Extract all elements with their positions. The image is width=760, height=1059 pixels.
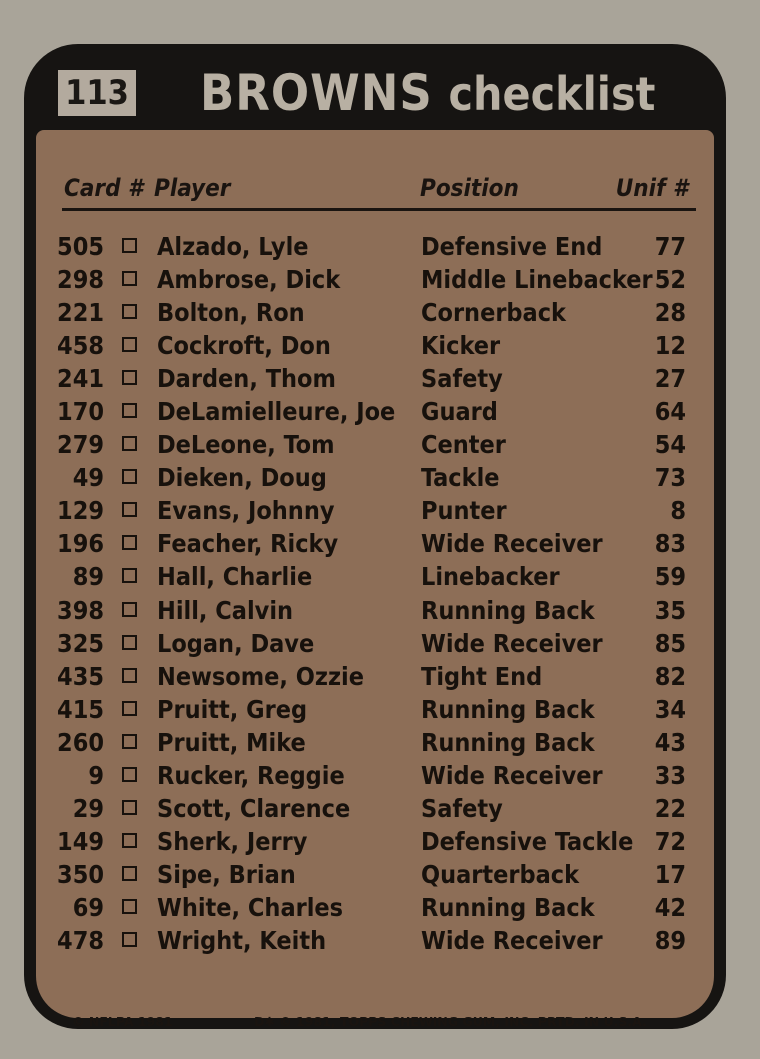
uniform-number-cell: 22: [654, 793, 686, 823]
uniform-number-cell: 82: [654, 661, 686, 691]
card-number-cell: 279: [57, 430, 104, 460]
uniform-number-cell: 83: [654, 529, 686, 559]
column-header-player: Player: [154, 174, 231, 202]
checkbox-icon[interactable]: [122, 866, 137, 881]
player-name-cell: Ambrose, Dick: [157, 265, 341, 295]
player-name-cell: Wright, Keith: [157, 925, 327, 955]
player-name-cell: Feacher, Ricky: [157, 529, 339, 559]
player-name-cell: Sherk, Jerry: [157, 826, 308, 856]
card-number-cell: 350: [57, 859, 104, 889]
position-cell: Wide Receiver: [421, 529, 603, 559]
position-cell: Punter: [421, 496, 507, 526]
column-header-unif: Unif #: [615, 174, 688, 202]
uniform-number-cell: 33: [654, 760, 686, 790]
card-number-cell: 29: [72, 793, 104, 823]
checklist-row: [0, 494, 760, 527]
position-cell: Linebacker: [421, 562, 560, 592]
uniform-number-cell: 43: [654, 727, 686, 757]
card-number-cell: 505: [57, 232, 104, 261]
checkbox-icon[interactable]: [122, 932, 137, 947]
position-cell: Defensive End: [421, 232, 603, 261]
footer-copyright-topps: D✱ © 1981, TOPPS CHEWING GUM, INC. PRTD. IN U.S.A.: [254, 1014, 647, 1029]
checkbox-icon[interactable]: [122, 833, 137, 848]
checklist-row: [0, 560, 760, 593]
player-name-cell: Scott, Clarence: [157, 793, 351, 823]
checkbox-icon[interactable]: [122, 271, 137, 286]
checklist-row: [0, 759, 760, 792]
checklist-row: [0, 461, 760, 494]
position-cell: Guard: [421, 397, 498, 427]
uniform-number-cell: 85: [654, 628, 686, 658]
position-cell: Tackle: [421, 463, 500, 493]
uniform-number-cell: 59: [654, 562, 686, 592]
player-name-cell: Cockroft, Don: [157, 331, 331, 361]
uniform-number-cell: 54: [654, 430, 686, 460]
checkbox-icon[interactable]: [122, 238, 137, 253]
position-cell: Wide Receiver: [421, 628, 603, 658]
position-cell: Wide Receiver: [421, 925, 603, 955]
card-number-cell: 325: [57, 628, 104, 658]
uniform-number-cell: 52: [654, 265, 686, 295]
card-number-cell: 298: [57, 265, 104, 295]
player-name-cell: Sipe, Brian: [157, 859, 296, 889]
position-cell: Running Back: [421, 595, 595, 625]
card-number-cell: 149: [57, 826, 104, 856]
position-cell: Defensive Tackle: [421, 826, 634, 856]
checkbox-icon[interactable]: [122, 403, 137, 418]
checklist-row: [0, 428, 760, 461]
uniform-number-cell: 73: [654, 463, 686, 493]
card-number-cell: 170: [57, 397, 104, 427]
checklist-row: [0, 296, 760, 329]
checklist-row: [0, 693, 760, 726]
checkbox-icon[interactable]: [122, 370, 137, 385]
checkbox-icon[interactable]: [122, 767, 137, 782]
checkbox-icon[interactable]: [122, 469, 137, 484]
card-number-cell: 260: [57, 727, 104, 757]
team-name: BROWNS: [200, 64, 433, 122]
checklist-row: [0, 230, 760, 263]
position-cell: Safety: [421, 793, 503, 823]
player-name-cell: Rucker, Reggie: [157, 760, 345, 790]
checkbox-icon[interactable]: [122, 701, 137, 716]
uniform-number-cell: 77: [654, 232, 686, 261]
player-name-cell: Pruitt, Mike: [157, 727, 306, 757]
checklist-row: [0, 792, 760, 825]
position-cell: Running Back: [421, 694, 595, 724]
checkbox-icon[interactable]: [122, 304, 137, 319]
position-cell: Center: [421, 430, 506, 460]
uniform-number-cell: 72: [654, 826, 686, 856]
card-number-cell: 478: [57, 925, 104, 955]
column-header-card: Card #: [64, 174, 144, 202]
position-cell: Kicker: [421, 331, 501, 361]
footer-copyright-nflpa: © NFLPA 1981: [72, 1014, 173, 1029]
checklist-row: [0, 395, 760, 428]
uniform-number-cell: 42: [654, 892, 686, 922]
player-name-cell: Newsome, Ozzie: [157, 661, 365, 691]
card-number-cell: 415: [57, 694, 104, 724]
uniform-number-cell: 34: [654, 694, 686, 724]
checklist-row: [0, 891, 760, 924]
checklist-row: [0, 329, 760, 362]
position-cell: Safety: [421, 364, 503, 394]
uniform-number-cell: 17: [654, 859, 686, 889]
uniform-number-cell: 28: [654, 298, 686, 328]
card-number-cell: 398: [57, 595, 104, 625]
checklist-row: [0, 726, 760, 759]
player-name-cell: Dieken, Doug: [157, 463, 327, 493]
card-number: 113: [58, 70, 136, 116]
card-number-cell: 221: [57, 298, 104, 328]
checkbox-icon[interactable]: [122, 899, 137, 914]
player-name-cell: Evans, Johnny: [157, 496, 335, 526]
checkbox-icon[interactable]: [122, 337, 137, 352]
checkbox-icon[interactable]: [122, 436, 137, 451]
card-number-cell: 89: [72, 562, 104, 592]
checkbox-icon[interactable]: [122, 800, 137, 815]
checkbox-icon[interactable]: [122, 535, 137, 550]
card-number-cell: 69: [72, 892, 104, 922]
position-cell: Quarterback: [421, 859, 580, 889]
uniform-number-cell: 35: [654, 595, 686, 625]
uniform-number-cell: 27: [654, 364, 686, 394]
player-name-cell: Alzado, Lyle: [157, 232, 309, 261]
checklist-row: [0, 825, 760, 858]
card-title: [200, 58, 655, 128]
player-name-cell: Pruitt, Greg: [157, 694, 308, 724]
position-cell: Running Back: [421, 727, 595, 757]
checklist-row: [0, 924, 760, 957]
card-number-cell: 435: [57, 661, 104, 691]
checkbox-icon[interactable]: [122, 502, 137, 517]
uniform-number-cell: 64: [654, 397, 686, 427]
checklist-rows: [0, 230, 760, 957]
checkbox-icon[interactable]: [122, 602, 137, 617]
column-header-position: Position: [420, 174, 519, 202]
checkbox-icon[interactable]: [122, 568, 137, 583]
card-number-cell: 9: [88, 760, 104, 790]
card-number-cell: 458: [57, 331, 104, 361]
checklist-row: [0, 362, 760, 395]
player-name-cell: DeLamielleure, Joe: [157, 397, 396, 427]
checkbox-icon[interactable]: [122, 635, 137, 650]
header-rule: [62, 208, 696, 211]
player-name-cell: White, Charles: [157, 892, 344, 922]
checkbox-icon[interactable]: [122, 668, 137, 683]
player-name-cell: Darden, Thom: [157, 364, 336, 394]
checklist-row: [0, 627, 760, 660]
checklist-row: [0, 594, 760, 627]
card-number-cell: 129: [57, 496, 104, 526]
card-number-cell: 196: [57, 529, 104, 559]
position-cell: Wide Receiver: [421, 760, 603, 790]
card-number-cell: 241: [57, 364, 104, 394]
checkbox-icon[interactable]: [122, 734, 137, 749]
position-cell: Middle Linebacker: [421, 265, 653, 295]
uniform-number-cell: 89: [654, 925, 686, 955]
uniform-number-cell: 8: [670, 496, 686, 526]
uniform-number-cell: 12: [654, 331, 686, 361]
player-name-cell: Bolton, Ron: [157, 298, 305, 328]
checklist-row: [0, 263, 760, 296]
checklist-row: [0, 527, 760, 560]
player-name-cell: Hill, Calvin: [157, 595, 294, 625]
player-name-cell: Logan, Dave: [157, 628, 315, 658]
player-name-cell: DeLeone, Tom: [157, 430, 335, 460]
checklist-row: [0, 660, 760, 693]
position-cell: Cornerback: [421, 298, 566, 328]
title-suffix: checklist: [448, 67, 656, 121]
position-cell: Running Back: [421, 892, 595, 922]
position-cell: Tight End: [421, 661, 543, 691]
checklist-row: [0, 858, 760, 891]
player-name-cell: Hall, Charlie: [157, 562, 313, 592]
card-number-cell: 49: [72, 463, 104, 493]
